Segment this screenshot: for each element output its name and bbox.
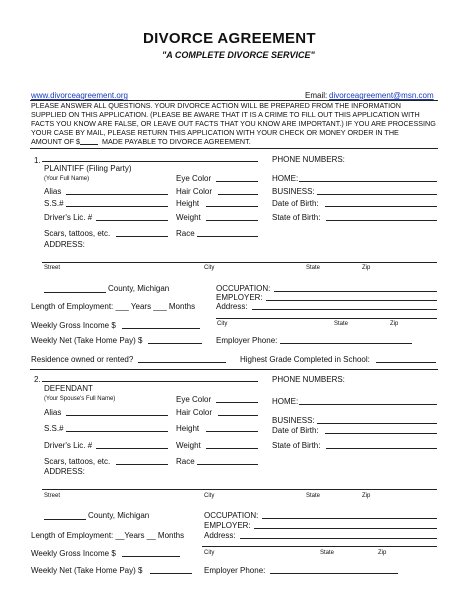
eye-color-field-2[interactable]: [216, 402, 258, 403]
residence-field[interactable]: [138, 362, 226, 363]
residence-label: Residence owned or rented?: [31, 355, 134, 364]
address-label: ADDRESS:: [44, 240, 85, 249]
employer-label-2: EMPLOYER:: [204, 521, 251, 530]
phone-numbers-label: PHONE NUMBERS:: [272, 155, 345, 164]
ss-field[interactable]: [66, 206, 168, 207]
dob-label: Date of Birth:: [272, 199, 319, 208]
employer-field-2[interactable]: [254, 528, 437, 529]
employer-city-label: City: [217, 321, 228, 327]
scars-field-2[interactable]: [116, 464, 168, 465]
employer-phone-label: Employer Phone:: [216, 336, 278, 345]
employer-phone-field[interactable]: [280, 343, 412, 344]
section1-number: 1.: [34, 156, 41, 165]
net-income-label-2: Weekly Net (Take Home Pay) $: [31, 566, 143, 575]
employer-address-field-2[interactable]: [240, 538, 437, 539]
race-label-2: Race: [176, 457, 195, 466]
county-label: County, Michigan: [108, 284, 170, 293]
employer-city-field[interactable]: [216, 318, 437, 319]
eye-color-label: Eye Color: [176, 174, 212, 183]
occupation-field-2[interactable]: [262, 518, 437, 519]
home-phone-label: HOME:: [272, 174, 299, 183]
employer-zip-label-2: Zip: [378, 550, 387, 556]
grade-field[interactable]: [376, 362, 436, 363]
intro-line-4: YOUR CASE BY MAIL, PLEASE RETURN THIS APPLICATION WITH YOUR CHECK OR MONEY ORDER IN THE: [31, 128, 399, 137]
net-income-field-2[interactable]: [150, 573, 192, 574]
height-label-2: Height: [176, 424, 200, 433]
plaintiff-name-hint: (Your Full Name): [44, 176, 90, 182]
hair-color-label: Hair Color: [176, 187, 213, 196]
county-label-2: County, Michigan: [88, 511, 150, 520]
sob-field[interactable]: [326, 220, 437, 221]
section2-number: 2.: [34, 375, 41, 384]
drivers-license-label: Driver's Lic. #: [44, 213, 93, 222]
alias-label: Alias: [44, 187, 62, 196]
drivers-license-field[interactable]: [96, 220, 168, 221]
hair-color-field-2[interactable]: [218, 415, 258, 416]
email-link[interactable]: divorceagreement@msn.com: [329, 91, 434, 100]
street-address-field[interactable]: [42, 262, 437, 263]
alias-field-2[interactable]: [66, 415, 168, 416]
race-field-2[interactable]: [197, 464, 258, 465]
plaintiff-name-field[interactable]: [42, 161, 258, 162]
ss-field-2[interactable]: [66, 431, 168, 432]
state-label-2: State: [306, 493, 321, 499]
weight-field[interactable]: [206, 220, 258, 221]
weight-label-2: Weight: [176, 441, 201, 450]
gross-income-field-2[interactable]: [122, 556, 180, 557]
employer-state-label: State: [334, 321, 349, 327]
employer-phone-label-2: Employer Phone:: [204, 566, 266, 575]
defendant-name-hint: (Your Spouse's Full Name): [44, 396, 116, 402]
employment-length-label: Length of Employment: ___ Years ___ Months: [31, 302, 196, 311]
gross-income-field[interactable]: [122, 328, 200, 329]
intro-line-3: FACTS YOU KNOW ARE FALSE, OR LEAVE OUT FACTS THAT YOU KNOW ARE IMPORTANT.) IF YOU ARE PROCESSING: [31, 119, 436, 128]
intro-rule: [30, 148, 438, 149]
ss-label: S.S.#: [44, 199, 64, 208]
business-phone-label-2: BUSINESS:: [272, 416, 315, 425]
defendant-party-label: DEFENDANT: [44, 384, 93, 393]
employer-field[interactable]: [266, 300, 437, 301]
amount-field[interactable]: [80, 144, 98, 145]
weight-field-2[interactable]: [206, 448, 258, 449]
section-divider: [30, 369, 438, 370]
occupation-label: OCCUPATION:: [216, 284, 271, 293]
occupation-field[interactable]: [274, 291, 437, 292]
drivers-license-label-2: Driver's Lic. #: [44, 441, 93, 450]
occupation-label-2: OCCUPATION:: [204, 511, 259, 520]
street-label-2: Street: [44, 493, 61, 499]
employment-length-label-2: Length of Employment: __Years __ Months: [31, 531, 185, 540]
scars-field[interactable]: [116, 236, 168, 237]
employer-phone-field-2[interactable]: [270, 573, 398, 574]
home-phone-label-2: HOME:: [272, 397, 299, 406]
page-title: DIVORCE AGREEMENT: [143, 30, 316, 47]
employer-address-label: Address:: [216, 302, 248, 311]
city-label-2: City: [204, 493, 215, 499]
intro-line-2: SUPPLIED ON THIS APPLICATION. (PLEASE BE AWARE THAT IT IS A CRIME TO FILL OUT THIS APPLICATION WITH: [31, 110, 420, 119]
sob-field-2[interactable]: [326, 448, 437, 449]
hair-color-field[interactable]: [218, 194, 258, 195]
employer-zip-label: Zip: [390, 321, 399, 327]
street-address-field-2[interactable]: [42, 489, 437, 490]
sob-label: State of Birth:: [272, 213, 321, 222]
intro-line-1: PLEASE ANSWER ALL QUESTIONS. YOUR DIVORCE ACTION WILL BE PREPARED FROM THE INFORMATION: [31, 101, 401, 110]
business-phone-field[interactable]: [317, 194, 437, 195]
home-phone-field[interactable]: [299, 181, 437, 182]
dob-label-2: Date of Birth:: [272, 426, 319, 435]
zip-label-2: Zip: [362, 493, 371, 499]
race-label: Race: [176, 229, 195, 238]
race-field[interactable]: [197, 236, 258, 237]
defendant-name-field[interactable]: [42, 381, 258, 382]
alias-field[interactable]: [66, 194, 168, 195]
gross-income-label-2: Weekly Gross Income $: [31, 549, 116, 558]
drivers-license-field-2[interactable]: [96, 448, 168, 449]
height-field[interactable]: [206, 206, 258, 207]
home-phone-field-2[interactable]: [299, 404, 437, 405]
weight-label: Weight: [176, 213, 201, 222]
dob-field[interactable]: [325, 206, 437, 207]
employer-address-label-2: Address:: [204, 531, 236, 540]
alias-label-2: Alias: [44, 408, 62, 417]
intro-line-5b: MADE PAYABLE TO DIVORCE AGREEMENT.: [102, 137, 251, 146]
city-label: City: [204, 265, 215, 271]
intro-line-5a: AMOUNT OF $: [31, 137, 80, 146]
phone-numbers-label-2: PHONE NUMBERS:: [272, 375, 345, 384]
employer-address-field[interactable]: [252, 309, 437, 310]
net-income-field[interactable]: [148, 343, 202, 344]
address-label-2: ADDRESS:: [44, 467, 85, 476]
gross-income-label: Weekly Gross Income $: [31, 321, 116, 330]
sob-label-2: State of Birth:: [272, 441, 321, 450]
dob-field-2[interactable]: [325, 433, 437, 434]
county-field[interactable]: [44, 292, 106, 293]
street-label: Street: [44, 265, 61, 271]
hair-color-label-2: Hair Color: [176, 408, 213, 417]
ss-label-2: S.S.#: [44, 424, 64, 433]
scars-label: Scars, tattoos, etc.: [44, 229, 111, 238]
grade-label: Highest Grade Completed in School:: [240, 355, 370, 364]
zip-label: Zip: [362, 265, 371, 271]
employer-state-label-2: State: [320, 550, 335, 556]
website-link[interactable]: www.divorceagreement.org: [31, 91, 128, 100]
county-field-2[interactable]: [44, 519, 86, 520]
employer-city-field-2[interactable]: [202, 546, 437, 547]
employer-city-label-2: City: [204, 550, 215, 556]
net-income-label: Weekly Net (Take Home Pay) $: [31, 336, 143, 345]
height-label: Height: [176, 199, 200, 208]
state-label: State: [306, 265, 321, 271]
height-field-2[interactable]: [206, 431, 258, 432]
business-phone-field-2[interactable]: [317, 423, 437, 424]
plaintiff-party-label: PLAINTIFF (Filing Party): [44, 164, 132, 173]
eye-color-label-2: Eye Color: [176, 395, 212, 404]
email-label: Email:: [305, 91, 328, 100]
eye-color-field[interactable]: [216, 181, 258, 182]
employer-label: EMPLOYER:: [216, 293, 263, 302]
page-subtitle: "A COMPLETE DIVORCE SERVICE": [162, 50, 315, 60]
business-phone-label: BUSINESS:: [272, 187, 315, 196]
scars-label-2: Scars, tattoos, etc.: [44, 457, 111, 466]
